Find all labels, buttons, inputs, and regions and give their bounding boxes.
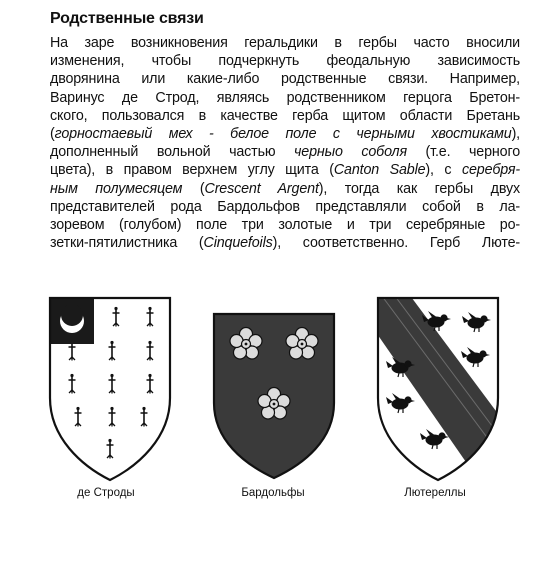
shield-strode-graphic: [38, 288, 178, 488]
body-line: [50, 34, 520, 52]
text-run: дворянина или какие-либо родственные связи. Например,: [50, 71, 520, 88]
shield-bardolf-graphic: [202, 288, 342, 488]
text-run: зетки-пятилистника (: [50, 235, 204, 252]
text-run: На заре возникновения геральдики в гербы часто вносили: [50, 35, 520, 51]
text-run: дополненный вольной частью: [50, 144, 295, 161]
body-line: [50, 107, 520, 125]
text-run: (т.е. черного: [406, 144, 520, 161]
italic-term: черныо соболя: [294, 144, 407, 161]
text-run: ), тогда как гербы двух: [318, 180, 520, 197]
body-line: [50, 180, 520, 198]
body-line: [50, 143, 520, 161]
body-line: [50, 161, 520, 179]
text-run: цвета), в правом верхнем углу щита (: [50, 162, 334, 179]
italic-term: Canton Sable: [333, 162, 426, 179]
text-run: ),: [511, 125, 520, 142]
italic-term: серебря-: [461, 162, 521, 179]
body-paragraph: [50, 34, 520, 252]
caption-luttrell: Лютереллы: [404, 487, 466, 499]
body-line: [50, 89, 520, 107]
italic-term: горностаевый мех - белое поле с черными хвостиками: [54, 125, 512, 142]
text-run: Варинус де Строд, являясь родственником герцога Бретон-: [50, 89, 520, 106]
shield-luttrell-graphic: [366, 288, 506, 488]
text-run: (: [50, 125, 55, 142]
italic-term: ным полумесяцем: [50, 180, 183, 197]
italic-term: Crescent Argent: [204, 180, 319, 197]
body-line: [50, 234, 520, 252]
italic-term: Cinquefoils: [203, 235, 273, 252]
text-run: представителей рода Бардольфов представляли собой в ла-: [50, 198, 520, 215]
body-line: [50, 216, 520, 234]
body-line: [50, 52, 520, 70]
body-line: [50, 125, 520, 143]
text-run: (: [182, 180, 205, 197]
body-line: [50, 70, 520, 88]
shield-bardolf: [202, 288, 342, 508]
text-run: зоревом (голубом) поле три золотые и три серебряные ро-: [50, 216, 520, 233]
text-run: ), соответственно. Герб Люте-: [272, 235, 520, 252]
shield-luttrell: [366, 288, 506, 508]
shield-strode: [38, 288, 178, 508]
body-line: [50, 198, 520, 216]
caption-bardolf: Бардольфы: [241, 487, 305, 499]
section-heading: Родственные связи: [50, 10, 204, 27]
text-run: ), с: [425, 162, 462, 179]
text-run: ского, пользовался в качестве герба щитом области Бретань: [50, 107, 520, 124]
text-run: изменения, чтобы подчеркнуть феодальную зависимость: [50, 53, 520, 70]
caption-strode: де Строды: [77, 487, 135, 499]
